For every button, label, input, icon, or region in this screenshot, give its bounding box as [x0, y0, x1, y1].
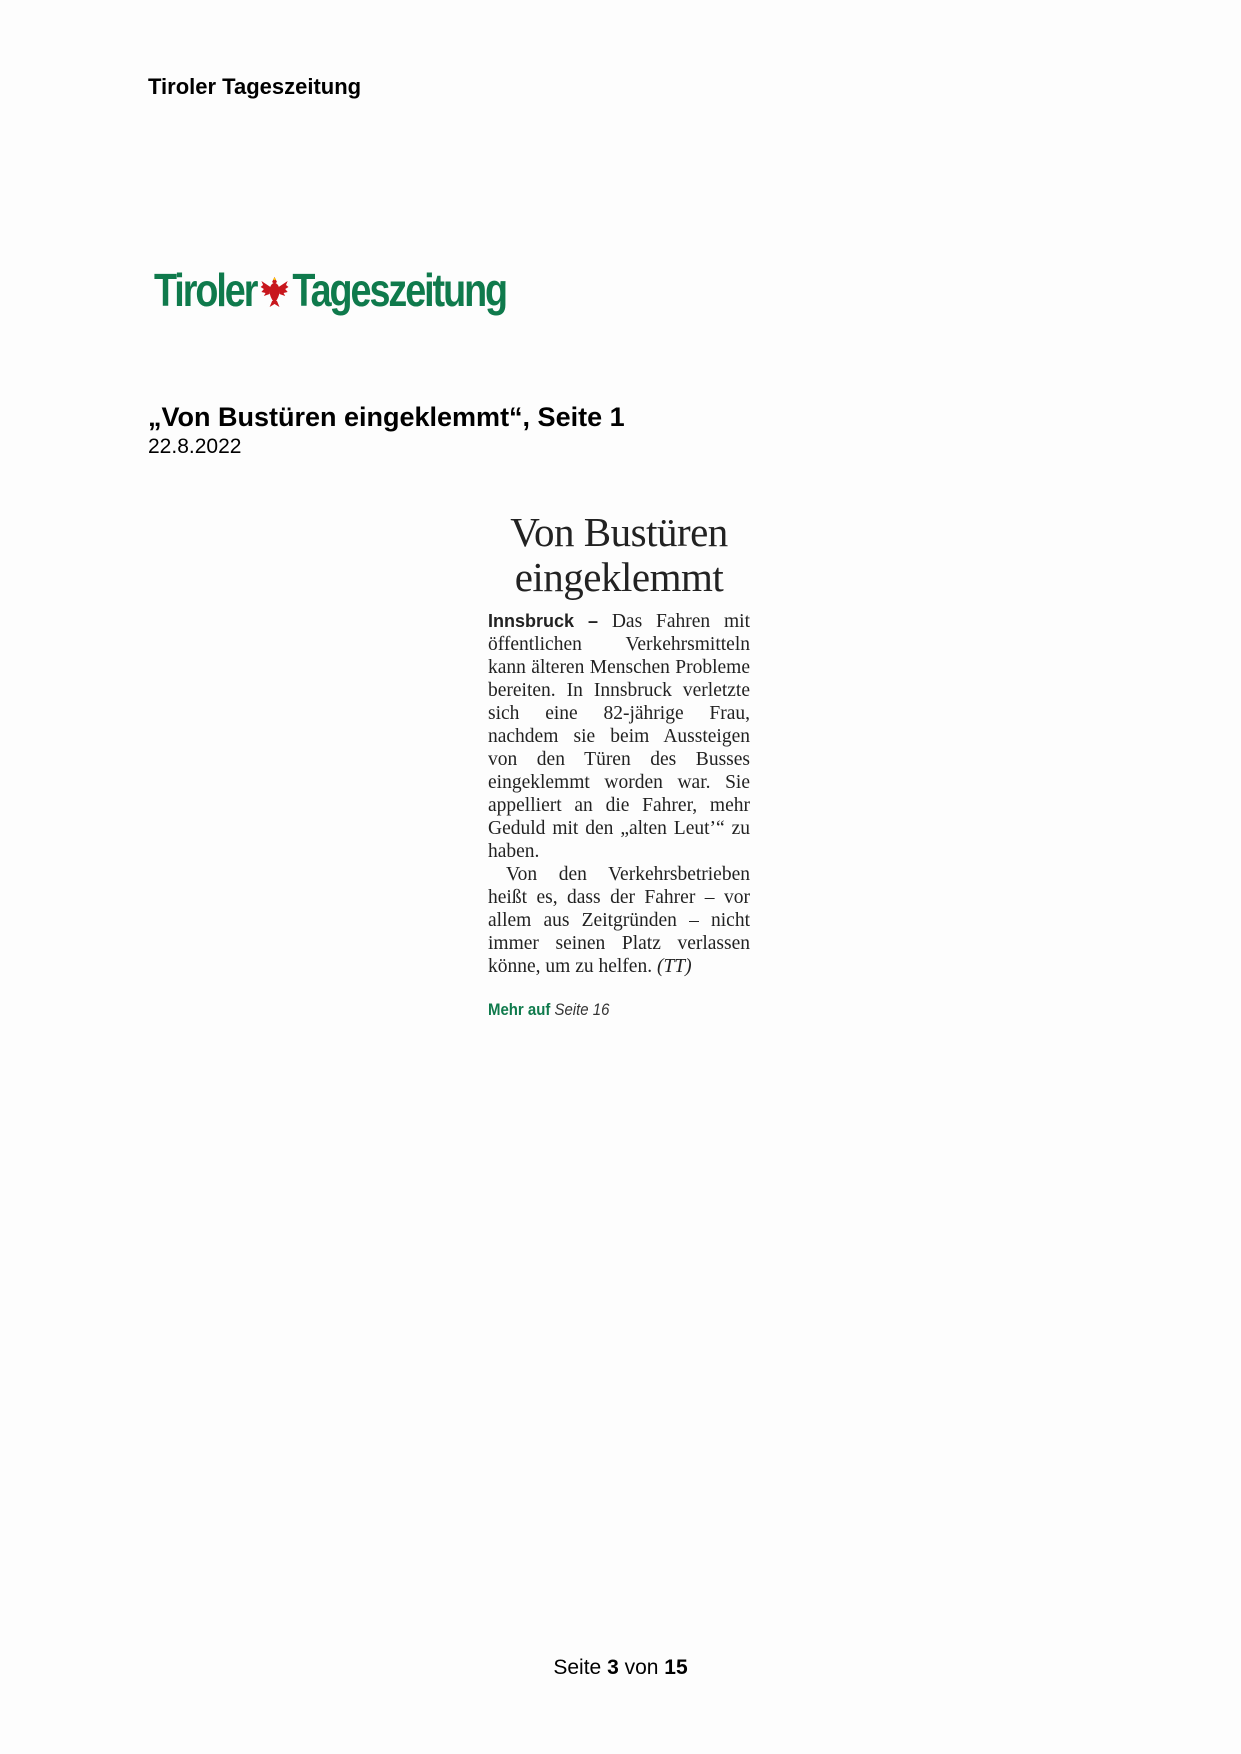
logo-word-right: Tageszeitung: [292, 264, 507, 316]
author-signature: (TT): [656, 956, 692, 977]
article-clipping: [488, 510, 750, 1020]
continued-reference: [488, 1000, 719, 1020]
paragraph-1-text: Das Fahren mit öffentlichen Verkehrsmitteln kann älteren Menschen Probleme bereiten. In Innsbruck verletzte sich eine 82-jährige Frau, nachdem sie beim Aussteigen von den Türen des Busses eingeklemmt worden war. Sie appelliert an die Fahrer, mehr Geduld mit den „alten Leut’“ zu haben.: [488, 611, 751, 862]
article-paragraph-1: [488, 610, 750, 863]
article-body: [488, 610, 750, 978]
footer-middle: von: [624, 1656, 659, 1679]
logo-word-left: Tiroler: [154, 264, 257, 316]
more-label: Mehr auf: [488, 1000, 551, 1019]
article-dateline: Innsbruck –: [488, 611, 598, 631]
article-paragraph-2: [488, 863, 750, 978]
footer-current-page: 3: [607, 1656, 619, 1679]
headline-line-2: eingeklemmt: [514, 554, 724, 600]
footer-prefix: Seite: [553, 1656, 602, 1679]
clipping-title: „Von Bustüren eingeklemmt“, Seite 1: [148, 402, 625, 432]
footer-total-pages: 15: [664, 1656, 688, 1679]
more-page: Seite 16: [554, 1000, 610, 1019]
article-headline: [482, 510, 756, 600]
newspaper-logo: [154, 262, 506, 318]
clipping-date: 22.8.2022: [148, 435, 242, 458]
page-number-footer: [0, 1656, 1241, 1680]
tyrolean-eagle-icon: [260, 272, 290, 308]
publication-header: Tiroler Tageszeitung: [148, 74, 362, 99]
headline-line-1: Von Bustüren: [510, 509, 728, 555]
paragraph-2-text: Von den Verkehrsbetrieben heißt es, dass der Fahrer – vor allem aus Zeitgründen – nicht immer seinen Platz verlassen könne, um zu helfen.: [488, 864, 750, 977]
